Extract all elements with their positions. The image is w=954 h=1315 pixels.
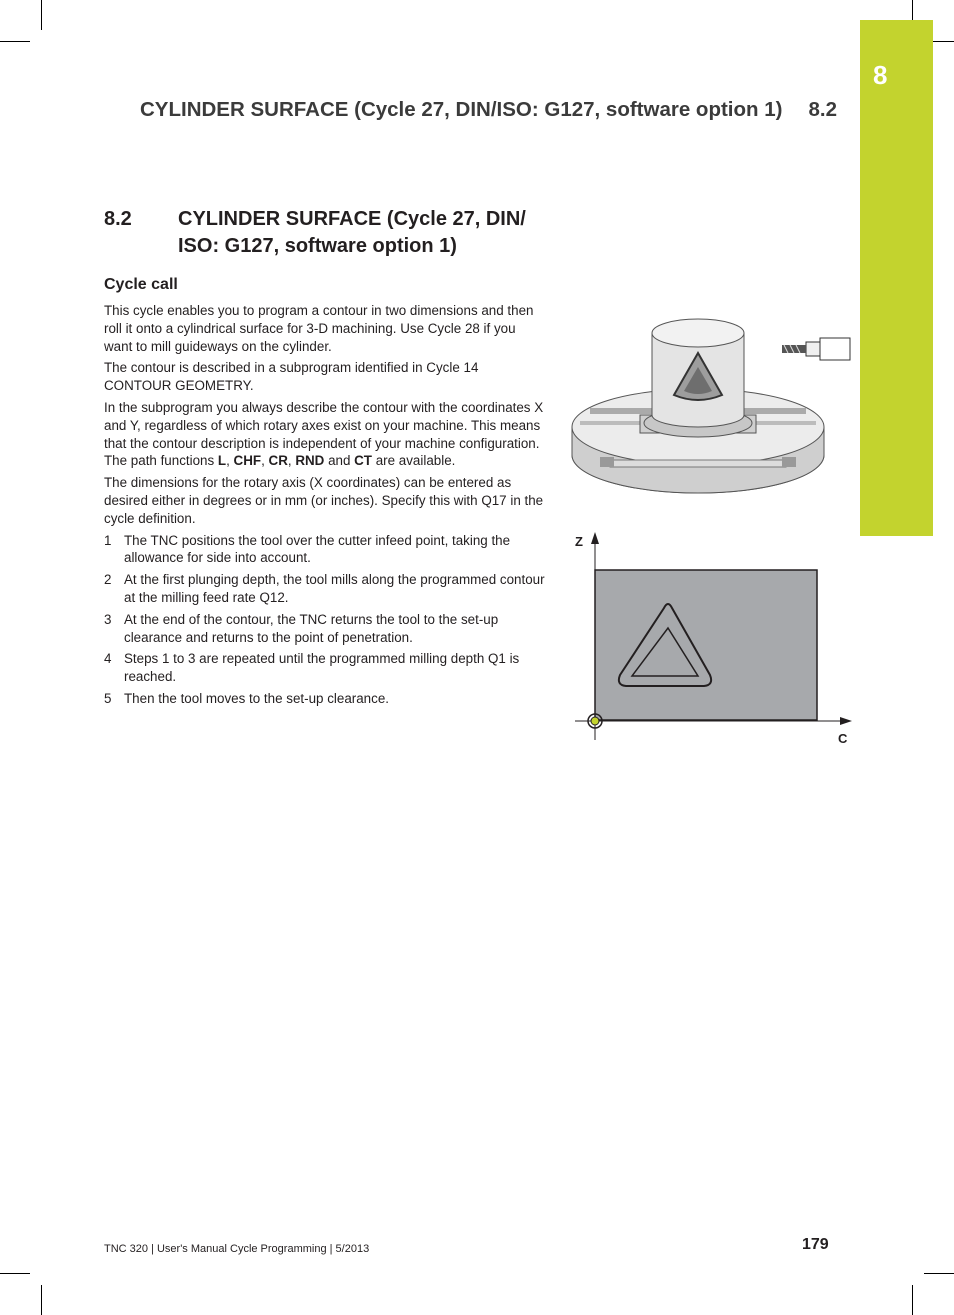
crop-mark xyxy=(41,1285,42,1315)
code-chf: CHF xyxy=(233,453,262,469)
paragraph-text: are available. xyxy=(372,453,456,469)
axis-z-label: Z xyxy=(575,534,583,549)
rotary-table-illustration xyxy=(570,305,855,500)
crop-mark xyxy=(41,0,42,30)
code-ct: CT xyxy=(354,453,372,469)
separator: , xyxy=(287,453,296,469)
section-number: 8.2 xyxy=(104,208,132,230)
running-header-title: CYLINDER SURFACE (Cycle 27, DIN/ISO: G127, software option 1) xyxy=(140,98,783,121)
paragraph-text: In the subprogram you always describe the contour with the coordinates X and Y, regardless of which rotary axes exist on your machine. This means that the contour description is independent of your machine configuration. The path functions xyxy=(104,399,544,469)
unrolled-contour-diagram xyxy=(570,530,860,750)
running-header-section: 8.2 xyxy=(808,98,837,121)
section-title: CYLINDER SURFACE (Cycle 27, DIN/ ISO: G127, software option 1) xyxy=(178,208,526,257)
step-number: 4 xyxy=(104,651,112,667)
list-item xyxy=(104,650,546,686)
step-text: At the first plunging depth, the tool mills along the programmed contour at the milling feed rate Q12. xyxy=(124,572,545,605)
crop-mark xyxy=(0,41,30,42)
chapter-tab xyxy=(860,20,933,536)
crop-mark xyxy=(924,1273,954,1274)
separator: , xyxy=(226,453,234,469)
chapter-number: 8 xyxy=(873,60,888,90)
crop-mark xyxy=(912,1285,913,1315)
step-number: 5 xyxy=(104,690,112,706)
step-text: Steps 1 to 3 are repeated until the programmed milling depth Q1 is reached. xyxy=(124,651,520,685)
separator: , xyxy=(261,453,269,469)
list-item xyxy=(104,532,546,568)
page-number: 179 xyxy=(802,1236,829,1253)
code-rnd: RND xyxy=(295,453,325,469)
list-item xyxy=(104,611,546,647)
step-text: Then the tool moves to the set-up clearance. xyxy=(124,690,389,706)
running-header xyxy=(140,98,837,122)
step-number: 1 xyxy=(104,532,112,548)
step-list xyxy=(104,532,546,708)
paragraph: The dimensions for the rotary axis (X coordinates) can be entered as desired either in degrees or in mm (or inches). Specify this with Q17 in the cycle definition. xyxy=(104,475,544,526)
code-l: L xyxy=(217,453,227,469)
step-text: At the end of the contour, the TNC returns the tool to the set-up clearance and returns to the point of penetration. xyxy=(124,611,499,645)
footer-text: TNC 320 | User's Manual Cycle Programming | 5/2013 xyxy=(104,1243,370,1255)
body-text xyxy=(104,302,546,712)
conjunction: and xyxy=(324,453,355,469)
code-cr: CR xyxy=(268,453,288,469)
step-number: 2 xyxy=(104,572,112,588)
step-text: The TNC positions the tool over the cutter infeed point, taking the allowance for side into account. xyxy=(124,532,511,566)
crop-mark xyxy=(0,1273,30,1274)
paragraph: The contour is described in a subprogram identified in Cycle 14 CONTOUR GEOMETRY. xyxy=(104,360,479,394)
paragraph: This cycle enables you to program a contour in two dimensions and then roll it onto a cylindrical surface for 3-D machining. Use Cycle 28 if you want to mill guideways on the cylinder. xyxy=(104,303,534,354)
list-item xyxy=(104,690,546,708)
subsection-heading: Cycle call xyxy=(104,276,178,293)
step-number: 3 xyxy=(104,611,112,627)
axis-c-label: C xyxy=(838,731,848,746)
paragraph xyxy=(104,399,546,470)
list-item xyxy=(104,571,546,607)
